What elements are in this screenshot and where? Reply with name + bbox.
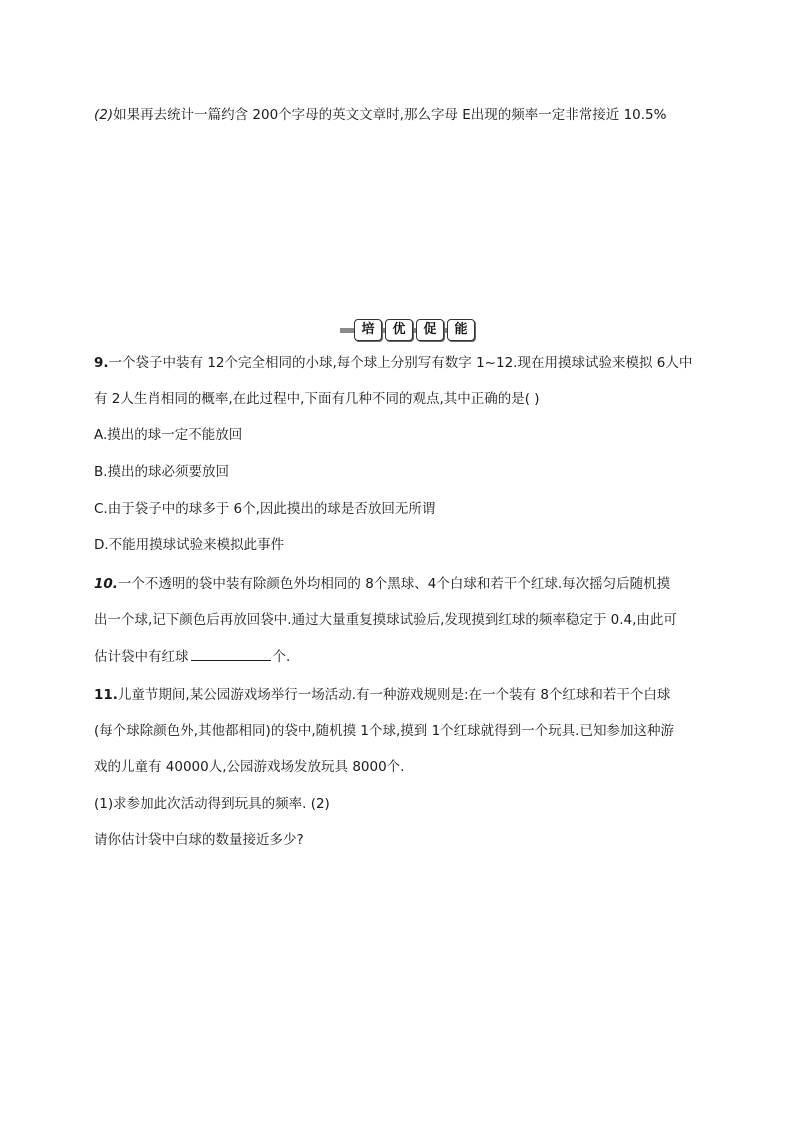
q9-text-1: 一个袋子中装有 12个完全相同的小球,每个球上分别写有数字 1~12.现在用摸球试验来模拟 6人中 — [108, 355, 693, 371]
q11-text-1: 儿童节期间,某公园游戏场举行一场活动.有一种游戏规则是:在一个装有 8个红球和若干个白球 — [117, 687, 671, 703]
q10-line-2 — [94, 611, 677, 629]
banner-char: 优 — [385, 319, 413, 341]
q9-line-2 — [94, 390, 540, 408]
q9-option-b: B.摸出的球必须要放回 — [94, 464, 230, 480]
q9-line-1 — [94, 354, 692, 372]
q10-text-2: 出一个球,记下颜色后再放回袋中.通过大量重复摸球试验后,发现摸到红球的频率稳定于 0.4,由此可 — [94, 612, 677, 628]
intro-label: (2) — [94, 107, 114, 123]
q9-text-2: 有 2人生肖相同的概率,在此过程中,下面有几种不同的观点,其中正确的是( ) — [94, 391, 540, 407]
q11-number: 11. — [94, 687, 118, 703]
banner-char: 促 — [416, 319, 444, 341]
section-banner — [340, 319, 468, 341]
q10-line-1 — [94, 575, 670, 593]
q10-text-1: 一个不透明的袋中装有除颜色外均相同的 8个黑球、4个白球和若干个红球.每次摇匀后随机摸 — [117, 576, 671, 592]
q11-line-5: 请你估计袋中白球的数量接近多少? — [94, 832, 304, 848]
answer-blank[interactable] — [191, 647, 271, 661]
q10-number: 10. — [94, 576, 118, 592]
q9-option-a: A.摸出的球一定不能放回 — [94, 427, 243, 443]
q9-number: 9. — [94, 355, 109, 371]
banner-char: 能 — [447, 319, 475, 341]
q11-line-4: (1)求参加此次活动得到玩具的频率. (2) — [94, 796, 330, 812]
q10-text-3-post: 个. — [272, 649, 291, 665]
q9-option-c: C.由于袋子中的球多于 6个,因此摸出的球是否放回无所谓 — [94, 501, 436, 517]
banner-char: 培 — [354, 319, 382, 341]
banner-chars — [354, 319, 475, 341]
intro-text: 如果再去统计一篇约含 200个字母的英文文章时,那么字母 E出现的频率一定非常接近 10.5% — [113, 107, 667, 123]
q11-line-1 — [94, 686, 670, 704]
q11-line-3: 戏的儿童有 40000人,公园游戏场发放玩具 8000个. — [94, 759, 405, 775]
q11-line-2: (每个球除颜色外,其他都相同)的袋中,随机摸 1个球,摸到 1个红球就得到一个玩具.已知参加这种游 — [94, 723, 674, 739]
q9-option-d: D.不能用摸球试验来模拟此事件 — [94, 537, 285, 553]
intro-line — [94, 106, 666, 124]
q10-text-3-pre: 估计袋中有红球 — [94, 649, 189, 665]
q10-line-3 — [94, 647, 290, 666]
